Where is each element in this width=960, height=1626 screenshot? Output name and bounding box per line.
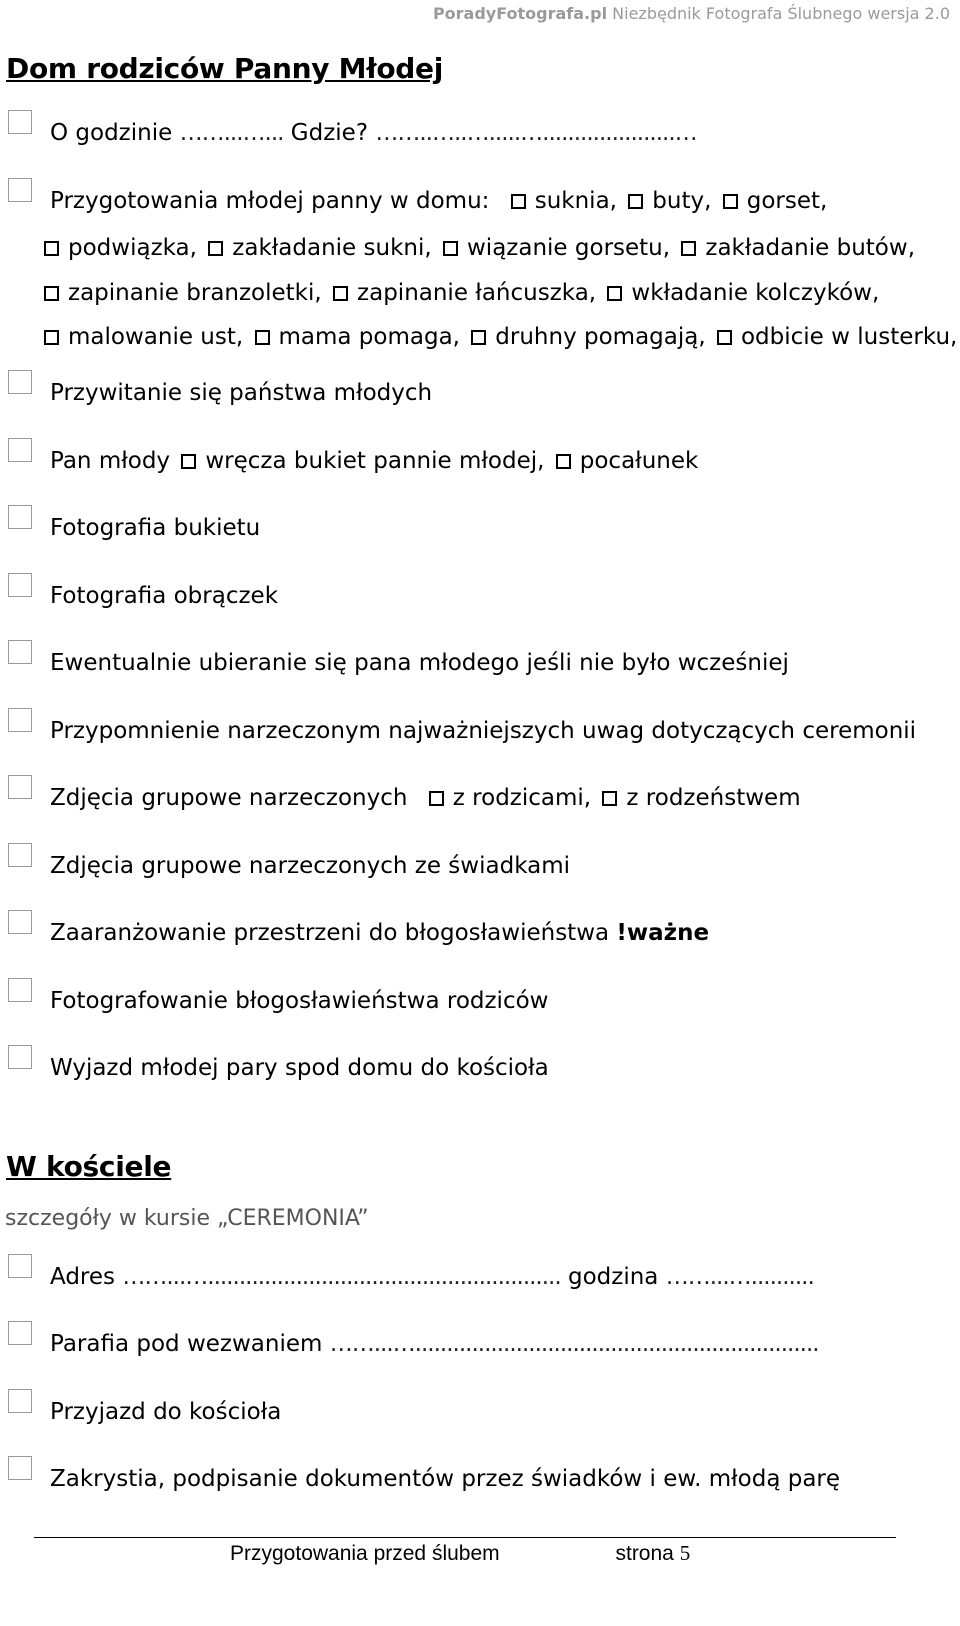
option-checkbox[interactable] <box>208 241 223 256</box>
checkbox[interactable] <box>8 1321 32 1345</box>
section-title-bride-parents-home: Dom rodziców Panny Młodej <box>6 52 443 85</box>
header-subtitle: Niezbędnik Fotografa Ślubnego wersja 2.0 <box>612 4 950 23</box>
option-label: mama pomaga, <box>278 324 460 350</box>
item-label: Zakrystia, podpisanie dokumentów przez świadków i ew. młodą parę <box>50 1466 841 1492</box>
page-header <box>433 4 950 23</box>
option-label: malowanie ust, <box>68 324 244 350</box>
option-checkbox[interactable] <box>511 194 526 209</box>
checkbox[interactable] <box>8 843 32 867</box>
page-number: 5 <box>679 1541 691 1565</box>
checkbox[interactable] <box>8 1045 32 1069</box>
item-label: Zdjęcia grupowe narzeczonych ze świadkami <box>50 853 570 879</box>
option-checkbox[interactable] <box>443 241 458 256</box>
option-checkbox[interactable] <box>607 286 622 301</box>
option-label: zapinanie łańcuszka, <box>357 280 597 306</box>
option-label: zakładanie sukni, <box>232 235 432 261</box>
checkbox[interactable] <box>8 573 32 597</box>
item-label: Fotografowanie błogosławieństwa rodziców <box>50 988 549 1014</box>
option-checkbox[interactable] <box>44 286 59 301</box>
page-label: strona <box>615 1542 674 1565</box>
item-label: Pan młody <box>50 448 171 474</box>
preparations-options-line-3 <box>44 278 879 308</box>
option-label: z rodzicami, <box>452 785 592 811</box>
preparations-options-line-2 <box>44 233 915 263</box>
item-label: Fotografia obrączek <box>50 583 279 609</box>
option-checkbox[interactable] <box>429 791 444 806</box>
page-footer <box>230 1541 690 1566</box>
option-checkbox[interactable] <box>628 194 643 209</box>
time-label: O godzinie <box>50 120 173 146</box>
option-checkbox[interactable] <box>333 286 348 301</box>
option-label: wiązanie gorsetu, <box>467 235 671 261</box>
option-label: zapinanie branzoletki, <box>68 280 322 306</box>
section-subtitle: szczegóły w kursie „CEREMONIA” <box>5 1206 369 1231</box>
time-fill-line[interactable]: ……...…... <box>179 120 284 146</box>
checkbox[interactable] <box>8 1456 32 1480</box>
item-label: Przyjazd do kościoła <box>50 1399 282 1425</box>
checkbox[interactable] <box>8 708 32 732</box>
address-label: Adres <box>50 1264 116 1290</box>
option-label: buty, <box>652 188 712 214</box>
item-label: Przypomnienie narzeczonym najważniejszych uwag dotyczących ceremonii <box>50 718 917 744</box>
checkbox[interactable] <box>8 110 32 134</box>
option-label: pocałunek <box>579 448 699 474</box>
item-label: Ewentualnie ubieranie się pana młodego jeśli nie było wcześniej <box>50 650 789 676</box>
footer-divider <box>34 1537 896 1538</box>
option-label: gorset, <box>746 188 828 214</box>
preparations-options-line-4 <box>44 322 957 352</box>
where-label: Gdzie? <box>290 120 369 146</box>
option-checkbox[interactable] <box>602 791 617 806</box>
option-checkbox[interactable] <box>44 330 59 345</box>
checkbox[interactable] <box>8 438 32 462</box>
option-label: odbicie w lusterku, <box>740 324 958 350</box>
checkbox[interactable] <box>8 1389 32 1413</box>
header-brand: PoradyFotografa.pl <box>432 4 608 23</box>
section-title-church: W kościele <box>6 1150 172 1183</box>
item-label: Wyjazd młodej pary spod domu do kościoła <box>50 1055 549 1081</box>
option-checkbox[interactable] <box>556 454 571 469</box>
option-checkbox[interactable] <box>717 330 732 345</box>
parish-fill-line[interactable]: ……...…................................................................ <box>329 1331 819 1357</box>
important-note: !ważne <box>616 920 710 946</box>
checkbox[interactable] <box>8 910 32 934</box>
checkbox[interactable] <box>8 640 32 664</box>
option-checkbox[interactable] <box>181 454 196 469</box>
option-checkbox[interactable] <box>44 241 59 256</box>
item-label: Zdjęcia grupowe narzeczonych <box>50 785 408 811</box>
option-label: wręcza bukiet pannie młodej, <box>205 448 545 474</box>
option-checkbox[interactable] <box>255 330 270 345</box>
where-fill-line[interactable]: ……..…..….....….....................… <box>375 120 697 146</box>
option-checkbox[interactable] <box>723 194 738 209</box>
hour-label: godzina <box>568 1264 659 1290</box>
parish-label: Parafia pod wezwaniem <box>50 1331 323 1357</box>
checkbox[interactable] <box>8 505 32 529</box>
item-label: Fotografia bukietu <box>50 515 261 541</box>
checkbox[interactable] <box>8 978 32 1002</box>
option-label: druhny pomagają, <box>495 324 706 350</box>
option-label: z rodzeństwem <box>626 785 801 811</box>
item-label: Przywitanie się państwa młodych <box>50 380 433 406</box>
checkbox[interactable] <box>8 775 32 799</box>
preparations-lead: Przygotowania młodej panny w domu: <box>50 188 490 214</box>
checkbox[interactable] <box>8 370 32 394</box>
option-checkbox[interactable] <box>471 330 486 345</box>
footer-title: Przygotowania przed ślubem <box>230 1542 500 1565</box>
checkbox[interactable] <box>8 178 32 202</box>
checkbox[interactable] <box>8 1254 32 1278</box>
option-label: wkładanie kolczyków, <box>631 280 880 306</box>
option-label: podwiązka, <box>68 235 197 261</box>
hour-fill-line[interactable]: ……...….......... <box>665 1264 814 1290</box>
item-label: Zaaranżowanie przestrzeni do błogosławieństwa <box>50 920 617 946</box>
address-fill-line[interactable]: ……...…........................................................ <box>122 1264 561 1290</box>
option-label: zakładanie butów, <box>705 235 916 261</box>
option-label: suknia, <box>534 188 617 214</box>
option-checkbox[interactable] <box>681 241 696 256</box>
